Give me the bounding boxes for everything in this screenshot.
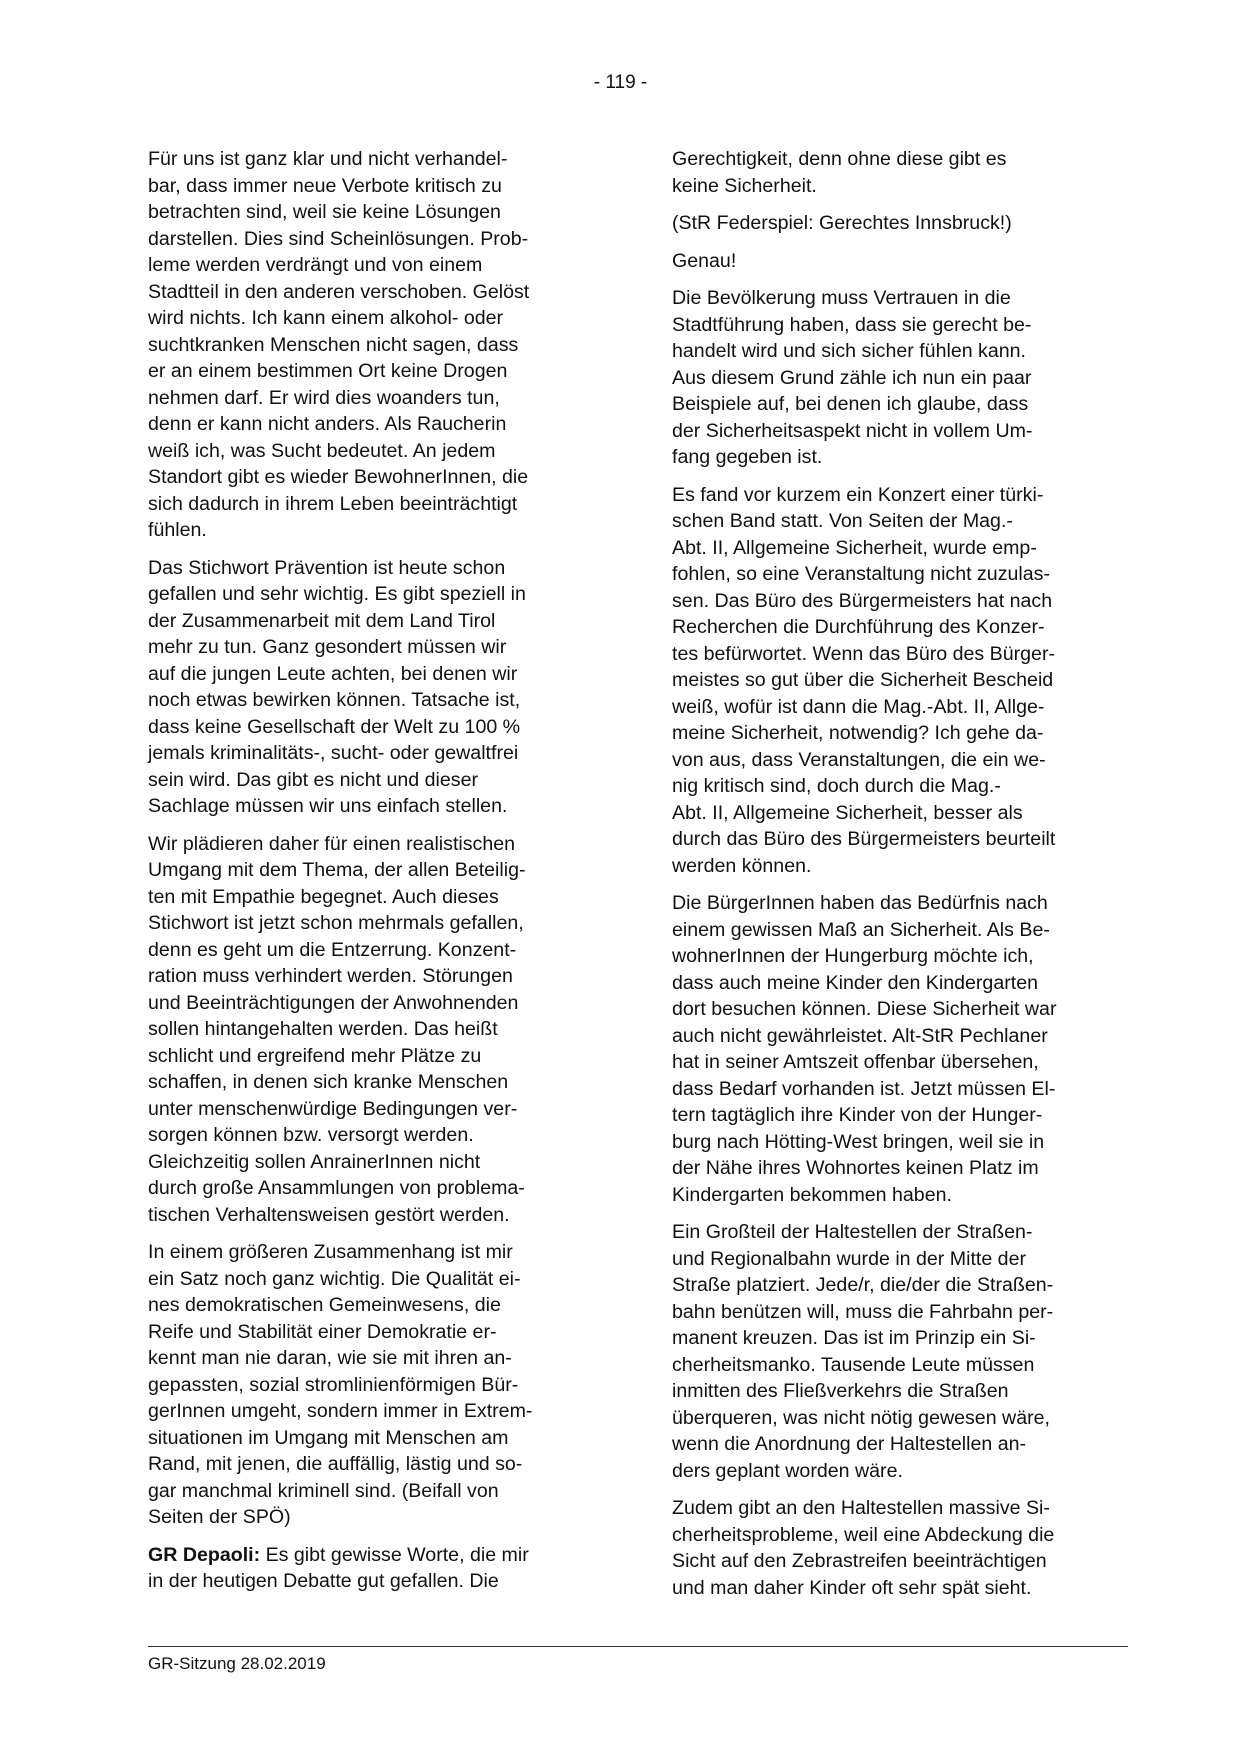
paragraph: Gerechtigkeit, denn ohne diese gibt es keine Sicherheit.: [672, 148, 1007, 197]
right-column: [672, 146, 1134, 1612]
paragraph: Die Bevölkerung muss Vertrauen in die Stadtführung haben, dass sie gerecht be- handelt wird und sich sicher fühlen kann. Aus diesem Grund zähle ich nun ein paar Beispiele auf, bei denen ich glaube, dass der Sicherheitsaspekt nicht in vollem Um- fang gegeben ist.: [672, 287, 1033, 468]
paragraph: Die BürgerInnen haben das Bedürfnis nach einem gewissen Maß an Sicherheit. Als Be- wohnerInnen der Hungerburg möchte ich, dass auch meine Kinder den Kindergarten dort besuchen können. Diese Sicherheit war auch nicht gewährleistet. Alt-StR Pechlaner hat in seiner Amtszeit offenbar übersehen, dass Bedarf vorhanden ist. Jetzt müssen El- tern tagtäglich ihre Kinder von der Hunger- burg nach Hötting-West bringen, weil sie in der Nähe ihres Wohnortes keinen Platz im Kindergarten bekommen haben.: [672, 892, 1057, 1206]
paragraph: Für uns ist ganz klar und nicht verhandel- bar, dass immer neue Verbote kritisch zu betrachten sind, weil sie keine Lösungen darstellen. Dies sind Scheinlösungen. Prob- leme werden verdrängt und von einem Stadtteil in den anderen verschoben. Gelöst wird nichts. Ich kann einem alkohol- oder suchtkranken Menschen nicht sagen, dass er an einem bestimmen Ort keine Drogen nehmen darf. Er wird dies woanders tun, denn er kann nicht anders. Als Raucherin weiß ich, was Sucht bedeutet. An jedem Standort gibt es wieder BewohnerInnen, die sich dadurch in ihrem Leben beeinträchtigt fühlen.: [148, 148, 530, 541]
left-column: [148, 146, 608, 1606]
footer-divider: [148, 1646, 1128, 1647]
paragraph: Es fand vor kurzem ein Konzert einer türki- schen Band statt. Von Seiten der Mag.- Abt. II, Allgemeine Sicherheit, wurde emp- fohlen, so eine Veranstaltung nicht zuzulas- sen. Das Büro des Bürgermeisters hat nach Recherchen die Durchführung des Konzer- tes befürwortet. Wenn das Büro des Bürger- meistes so gut über die Sicherheit Bescheid weiß, wofür ist dann die Mag.-Abt. II, Allge- meine Sicherheit, notwendig? Ich gehe da- von aus, dass Veranstaltungen, die ein we- nig kritisch sind, doch durch die Mag.- Abt. II, Allgemeine Sicherheit, besser als durch das Büro des Bürgermeisters beurteilt werden können.: [672, 483, 1056, 877]
paragraph: Zudem gibt an den Haltestellen massive Si- cherheitsprobleme, weil eine Abdeckung die Sicht auf den Zebrastreifen beeinträchtigen und man daher Kinder oft sehr spät sieht.: [672, 1497, 1055, 1599]
paragraph: Das Stichwort Prävention ist heute schon gefallen und sehr wichtig. Es gibt speziell in der Zusammenarbeit mit dem Land Tirol mehr zu tun. Ganz gesondert müssen wir auf die jungen Leute achten, bei denen wir noch etwas bewirken können. Tatsache ist, dass keine Gesellschaft der Welt zu 100 % jemals kriminalitäts-, sucht- oder gewaltfrei sein wird. Das gibt es nicht und dieser Sachlage müssen wir uns einfach stellen.: [148, 556, 526, 817]
speaker-name: GR Depaoli:: [148, 1543, 261, 1566]
footer-text: GR-Sitzung 28.02.2019: [148, 1654, 326, 1673]
paragraph: In einem größeren Zusammenhang ist mir ein Satz noch ganz wichtig. Die Qualität ei- nes demokratischen Gemeinwesens, die Reife und Stabilität einer Demokratie er- kennt man nie daran, wie sie mit ihren an- gepassten, sozial stromlinienförmigen Bür- gerInnen umgeht, sondern immer in Extrem- situationen im Umgang mit Menschen am Rand, mit jenen, die auffällig, lästig und so- gar manchmal kriminell sind. (Beifall von Seiten der SPÖ): [148, 1241, 533, 1528]
paragraph: [148, 1542, 608, 1595]
interjection: (StR Federspiel: Gerechtes Innsbruck!): [672, 212, 1012, 234]
page-number: - 119 -: [593, 72, 648, 93]
paragraph: Ein Großteil der Haltestellen der Straßen- und Regionalbahn wurde in der Mitte der Straße platziert. Jede/r, die/der die Straßen- bahn benützen will, muss die Fahrbahn per- manent kreuzen. Das ist im Prinzip ein Si- cherheitsmanko. Tausende Leute müssen inmitten des Fließverkehrs die Straßen überqueren, was nicht nötig gewesen wäre, wenn die Anordnung der Haltestellen an- ders geplant worden wäre.: [672, 1221, 1054, 1482]
paragraph: Genau!: [672, 249, 737, 272]
speech-text: Es gibt gewisse Worte, die mir in der heutigen Debatte gut gefallen. Die: [148, 1543, 529, 1592]
paragraph: Wir plädieren daher für einen realistischen Umgang mit dem Thema, der allen Beteilig- ten mit Empathie begegnet. Auch dieses Stichwort ist jetzt schon mehrmals gefallen, denn es geht um die Entzerrung. Konzent- ration muss verhindert werden. Störungen und Beeinträchtigungen der Anwohnenden sollen hintangehalten werden. Das heißt schlicht und ergreifend mehr Plätze zu schaffen, in denen sich kranke Menschen unter menschenwürdige Bedingungen ver- sorgen können bzw. versorgt werden. Gleichzeitig sollen AnrainerInnen nicht durch große Ansammlungen von problema- tischen Verhaltensweisen gestört werden.: [148, 832, 526, 1226]
